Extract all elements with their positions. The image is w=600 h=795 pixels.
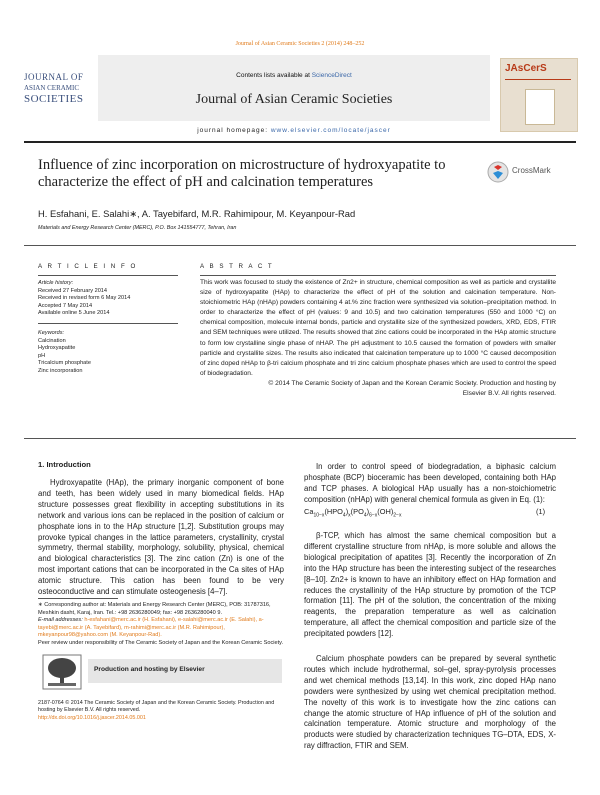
elsevier-banner	[36, 654, 282, 692]
email-label: E-mail addresses:	[38, 617, 83, 623]
footnote-rule	[38, 598, 118, 599]
keywords-label: Keywords:	[38, 330, 65, 336]
abstract-rule	[200, 275, 556, 276]
journal-title: Journal of Asian Ceramic Societies	[195, 92, 393, 107]
email-note	[38, 617, 284, 640]
abstract-copyright-1: © 2014 The Ceramic Society of Japan and the Korean Ceramic Society. Production and hosting by	[268, 379, 556, 387]
keyword: Zinc incorporation	[38, 367, 83, 374]
footnotes	[38, 602, 284, 647]
contents-line	[98, 72, 490, 79]
author-list: H. Esfahani, E. Salahi∗, A. Tayebifard, M.R. Rahimipour, M. Keyanpour-Rad	[38, 208, 356, 219]
keywords-block	[38, 330, 188, 376]
history-label: Article history:	[38, 280, 74, 286]
peer-review-note: Peer review under responsibility of The Ceramic Society of Japan and the Korean Ceramic Society.	[38, 639, 284, 646]
abstract-heading: A B S T R A C T	[200, 263, 274, 270]
right-paragraph-1: In order to control speed of biodegradation, a biphasic calcium phosphate (BCP) bioceramic has been developed, containing both HAp and TCP phases. A biological HAp usually has a non-stoichiometric composition (nHAp) with general chemical formula as given in Eq. (1):	[304, 462, 556, 504]
history-item: Accepted 7 May 2014	[38, 302, 93, 309]
journal-logo	[24, 58, 90, 128]
keyword: Calcination	[38, 337, 66, 344]
crossmark-badge[interactable]	[487, 161, 559, 183]
journal-homepage	[98, 127, 490, 134]
history-item: Received in revised form 6 May 2014	[38, 295, 131, 302]
keywords-rule	[38, 323, 178, 324]
logo-line-1: JOURNAL OF	[24, 72, 84, 82]
journal-cover-image	[500, 58, 578, 132]
keyword: Hydroxyapatite	[38, 345, 76, 352]
section-heading: 1. Introduction	[38, 460, 91, 469]
history-item: Received 27 February 2014	[38, 287, 108, 294]
abstract-divider	[24, 438, 576, 439]
corresponding-author-note: ∗ Corresponding author at: Materials and Energy Research Center (MERC), POB: 31787316, Meshkin dasht, Karaj, Iran. Tel.: +98 2636280049; fax: +98 2636280040 9.	[38, 602, 271, 616]
header-divider	[24, 141, 576, 143]
abstract-copyright-2: Elsevier B.V. All rights reserved.	[462, 390, 556, 398]
logo-line-3: SOCIETIES	[24, 93, 84, 105]
crossmark-label: CrossMark	[512, 166, 551, 175]
crossmark-icon	[487, 161, 509, 183]
issn-block	[38, 700, 284, 722]
right-paragraph-2: β-TCP, which has almost the same chemical composition but a different crystalline structure from nHAp, is more soluble and allows the biological precipitation of apatites [3]. Recently the incorporation of Zn into the HAp structure has been the interesting subject of the researches [8–10]. Zn2+ is known to have an inhibitory effect on HAp formation and reduces the crystallinity of the HAp structure by promotion of the TCP formation [11]. The pH of the solution, the concentration of the mixing reagents, the preparation temperature as well as calcination temperature, all affect the chemical composition and particle size of the precipitated powders [12].	[304, 531, 556, 639]
cover-title: JAsCerS	[505, 63, 547, 74]
elsevier-tree-icon	[42, 654, 82, 690]
intro-paragraph: Hydroxyapatite (HAp), the primary inorganic component of bone and teeth, has been widely used in many biomedical fields. HAp structure possesses great flexibility in accepting substitutions in its network and various ions can be replaced in the position of calcium or phosphate ions in to the HAp structure [1,2]. Substitution groups may provoke typical changes in the lattice parameters, crystallinity, crystal symmetry, thermal stability, morphology, solubility, physical, chemical and biological characteristics [3]. The zinc cation (Zn) is one of the most important cations that can be incorporated in the Ca sites of HAp atomic structure. This cation has been found to be very osteoconductive and can stimulate osteogenesis [4–7].	[38, 478, 284, 597]
contents-prefix: Contents lists available at	[236, 72, 310, 79]
equation-1: $Ca_{10-x}(HPO_4)_x(PO_4)_{6-x}(OH)_{2-x}$	[304, 507, 402, 519]
keyword: Tricalcium phosphate	[38, 360, 91, 367]
abstract-body	[200, 278, 556, 399]
issn-copyright: 2187-0764 © 2014 The Ceramic Society of Japan and the Korean Ceramic Society. Production and hosting by Elsevier B.V. All rights reserved.	[38, 700, 275, 714]
homepage-link[interactable]: www.elsevier.com/locate/jascer	[270, 127, 391, 134]
email-addresses[interactable]: h-esfahani@merc.ac.ir (H. Esfahani), e-salahi@merc.ac.ir (E. Salahi), a-tayebi@merc.ac.ir (A. Tayebifard), m-rahimi@merc.ac.ir (M.R. Rahimipour), mkeyanpour98@yahoo.com (M. Keyanpour-Rad).	[38, 617, 264, 638]
sciencedirect-link[interactable]: ScienceDirect	[311, 72, 352, 79]
abstract-text: This work was focused to study the existence of Zn2+ in structure, chemical composition as well as particle and crystallite size of hydroxyapatite (HAp) to characterize the effect of pH of the solution and calcination temperature. Non-stoichiometric HAp (nHAp) powders containing 4 at.% zinc fraction were synthesized via solution–precipitation method. In order to characterize the effect of pH (values: 9 and 10.5) and two calcination temperatures (550 and 1000 °C) on chemical composition, molecule internal bonds, particle and crystallite size of the synthesized powders, XRD, EDS, FTIR and SEM techniques were utilized. The results showed that zinc cations could be incorporated in the HAp atomic structure to form low crystalline single phase of nHAP. The pH adjustment to 10.5 caused the formation of powders with smaller particle and crystallite sizes. The results also indicated that calcination temperature up to 1000 °C caused decomposition of zinc doped nHAp to β-tri calcium phosphate and tri zinc calcium phosphate phases which are used to control the speed of biodegradation.	[200, 279, 556, 377]
elsevier-banner-text: Production and hosting by Elsevier	[94, 666, 205, 673]
keyword: pH	[38, 352, 46, 359]
journal-reference[interactable]: Journal of Asian Ceramic Societies 2 (2014) 248–252	[235, 41, 365, 47]
right-paragraph-3: Calcium phosphate powders can be prepared by several synthetic routes which include hydrothermal, sol–gel, spray-pyrolysis processes and wet chemical methods [13,14]. In this work, zinc doped HAp nano powders were synthesized by using wet chemical precipitation method. The novelty of this work is to investigate how the zinc cations can change the atomic structure of HAp influence of pH of the solution and calcination temperature. Atomic structure and morphology of the products were studied by characterization techniques TG–DTA, EDS, X-ray diffraction, FTIR and SEM.	[304, 654, 556, 751]
title-divider	[24, 245, 576, 246]
homepage-label: journal homepage:	[197, 127, 269, 134]
logo-line-2: ASIAN CERAMIC	[24, 84, 80, 92]
equation-number: (1)	[536, 507, 546, 516]
article-info-rule	[38, 275, 178, 276]
history-item: Available online 5 June 2014	[38, 310, 110, 317]
article-history	[38, 280, 188, 318]
article-info-heading: A R T I C L E I N F O	[38, 263, 138, 270]
affiliation: Materials and Energy Research Center (MERC), P.O. Box 141554777, Tehran, Iran	[38, 225, 237, 231]
paper-title: Influence of zinc incorporation on microstructure of hydroxyapatite to characterize the effect of pH and calcination temperatures	[38, 157, 446, 190]
doi-link[interactable]: http://dx.doi.org/10.1016/j.jascer.2014.05.001	[38, 714, 146, 721]
journal-header-box	[98, 55, 490, 121]
